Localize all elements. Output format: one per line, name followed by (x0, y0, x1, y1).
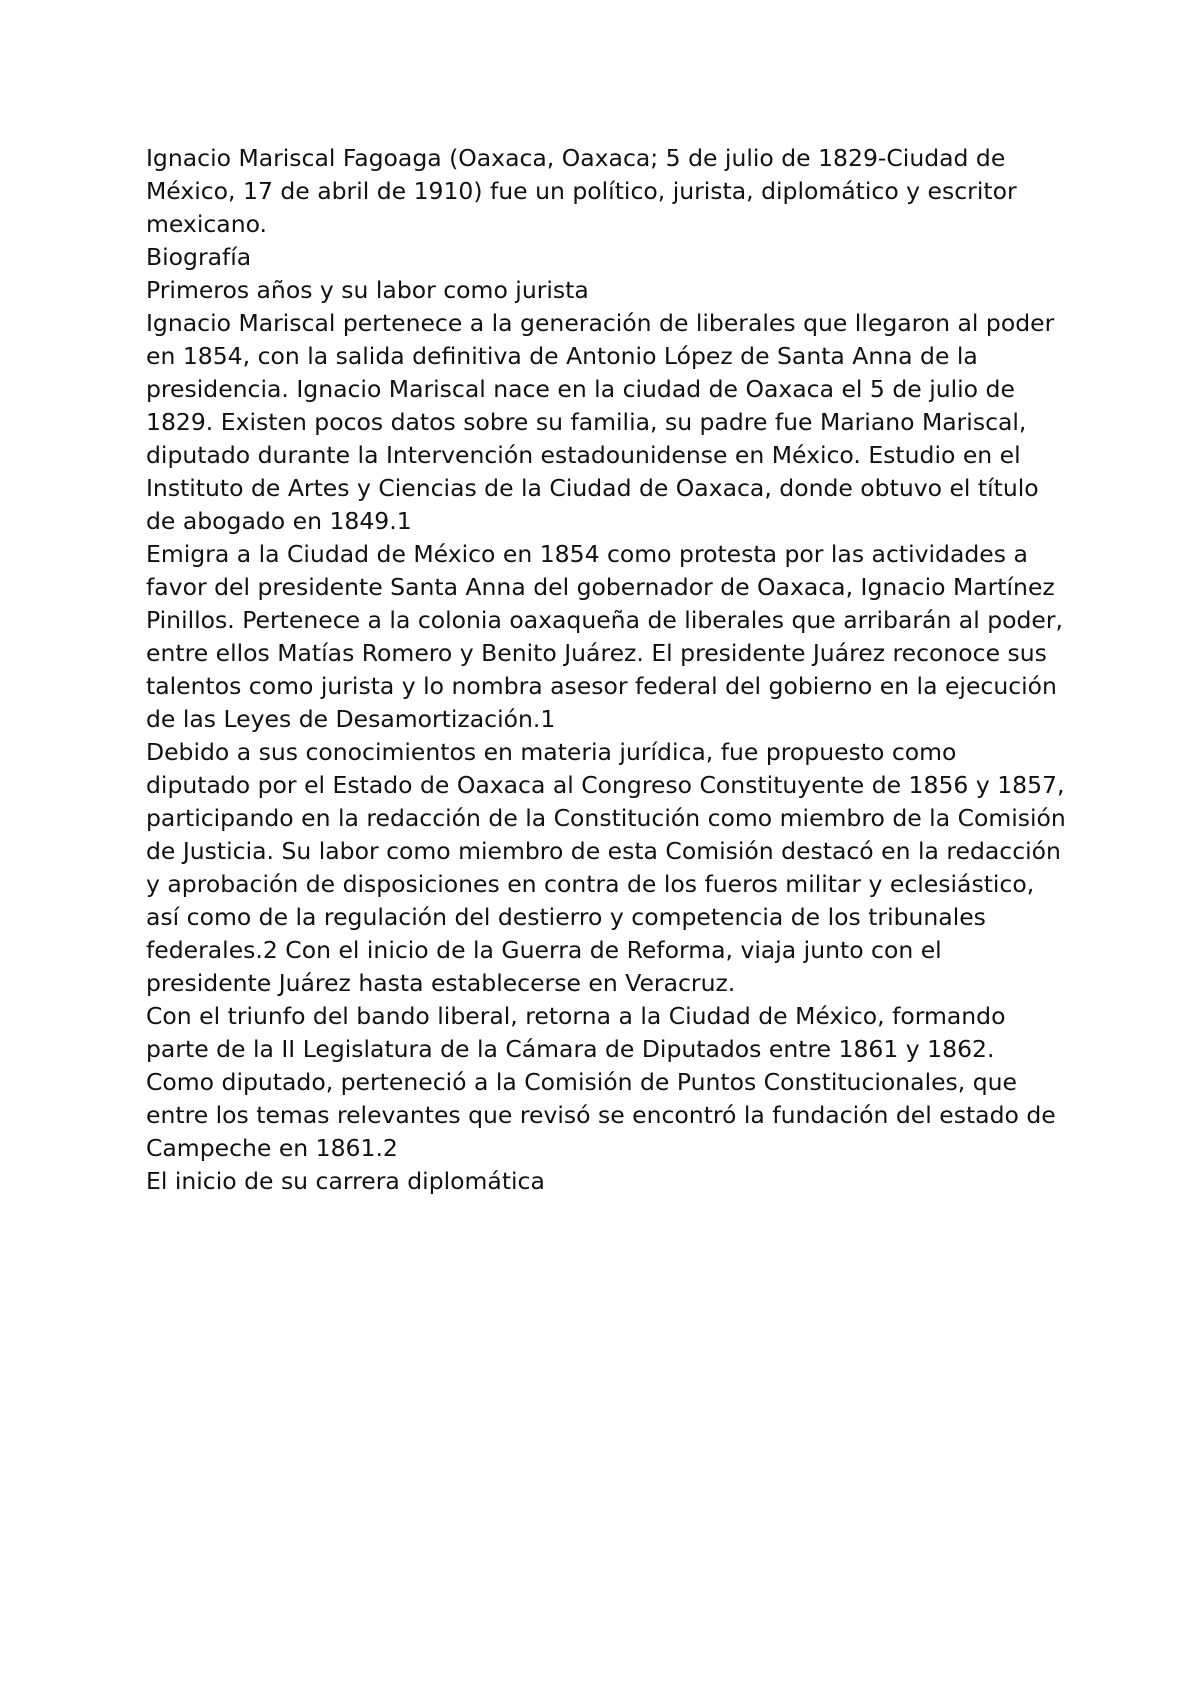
intro-paragraph: Ignacio Mariscal Fagoaga (Oaxaca, Oaxaca; 5 de julio de 1829-Ciudad de México, 17 de abril de 1910) fue un político, jurista, diplomático y escritor mexicano. (146, 144, 1017, 238)
section-heading-biografia: Biografía (146, 243, 252, 271)
body-paragraph: Con el triunfo del bando liberal, retorna a la Ciudad de México, formando parte de la II Legislatura de la Cámara de Diputados entre 1861 y 1862. Como diputado, perteneció a la Comisión de Puntos Constitucionales, que entre los temas relevantes que revisó se encontró la fundación del estado de Campeche en 1861.2 (146, 1002, 1056, 1162)
document-body (146, 142, 1066, 1198)
body-paragraph: Ignacio Mariscal pertenece a la generación de liberales que llegaron al poder en 1854, con la salida definitiva de Antonio López de Santa Anna de la presidencia. Ignacio Mariscal nace en la ciudad de Oaxaca el 5 de julio de 1829. Existen pocos datos sobre su familia, su padre fue Mariano Mariscal, diputado durante la Intervención estadounidense en México. Estudio en el Instituto de Artes y Ciencias de la Ciudad de Oaxaca, donde obtuvo el título de abogado en 1849.1 (146, 309, 1055, 535)
body-paragraph: Debido a sus conocimientos en materia jurídica, fue propuesto como diputado por el Estado de Oaxaca al Congreso Constituyente de 1856 y 1857, participando en la redacción de la Constitución como miembro de la Comisión de Justicia. Su labor como miembro de esta Comisión destacó en la redacción y aprobación de disposiciones en contra de los fueros militar y eclesiástico, así como de la regulación del destierro y competencia de los tribunales federales.2 Con el inicio de la Guerra de Reforma, viaja junto con el presidente Juárez hasta establecerse en Veracruz. (146, 738, 1066, 997)
body-paragraph: Emigra a la Ciudad de México en 1854 como protesta por las actividades a favor del presidente Santa Anna del gobernador de Oaxaca, Ignacio Martínez Pinillos. Pertenece a la colonia oaxaqueña de liberales que arribarán al poder, entre ellos Matías Romero y Benito Juárez. El presidente Juárez reconoce sus talentos como jurista y lo nombra asesor federal del gobierno en la ejecución de las Leyes de Desamortización.1 (146, 540, 1064, 733)
subsection-heading-carrera-diplomatica: El inicio de su carrera diplomática (146, 1167, 545, 1195)
subsection-heading-primeros-anos: Primeros años y su labor como jurista (146, 276, 589, 304)
